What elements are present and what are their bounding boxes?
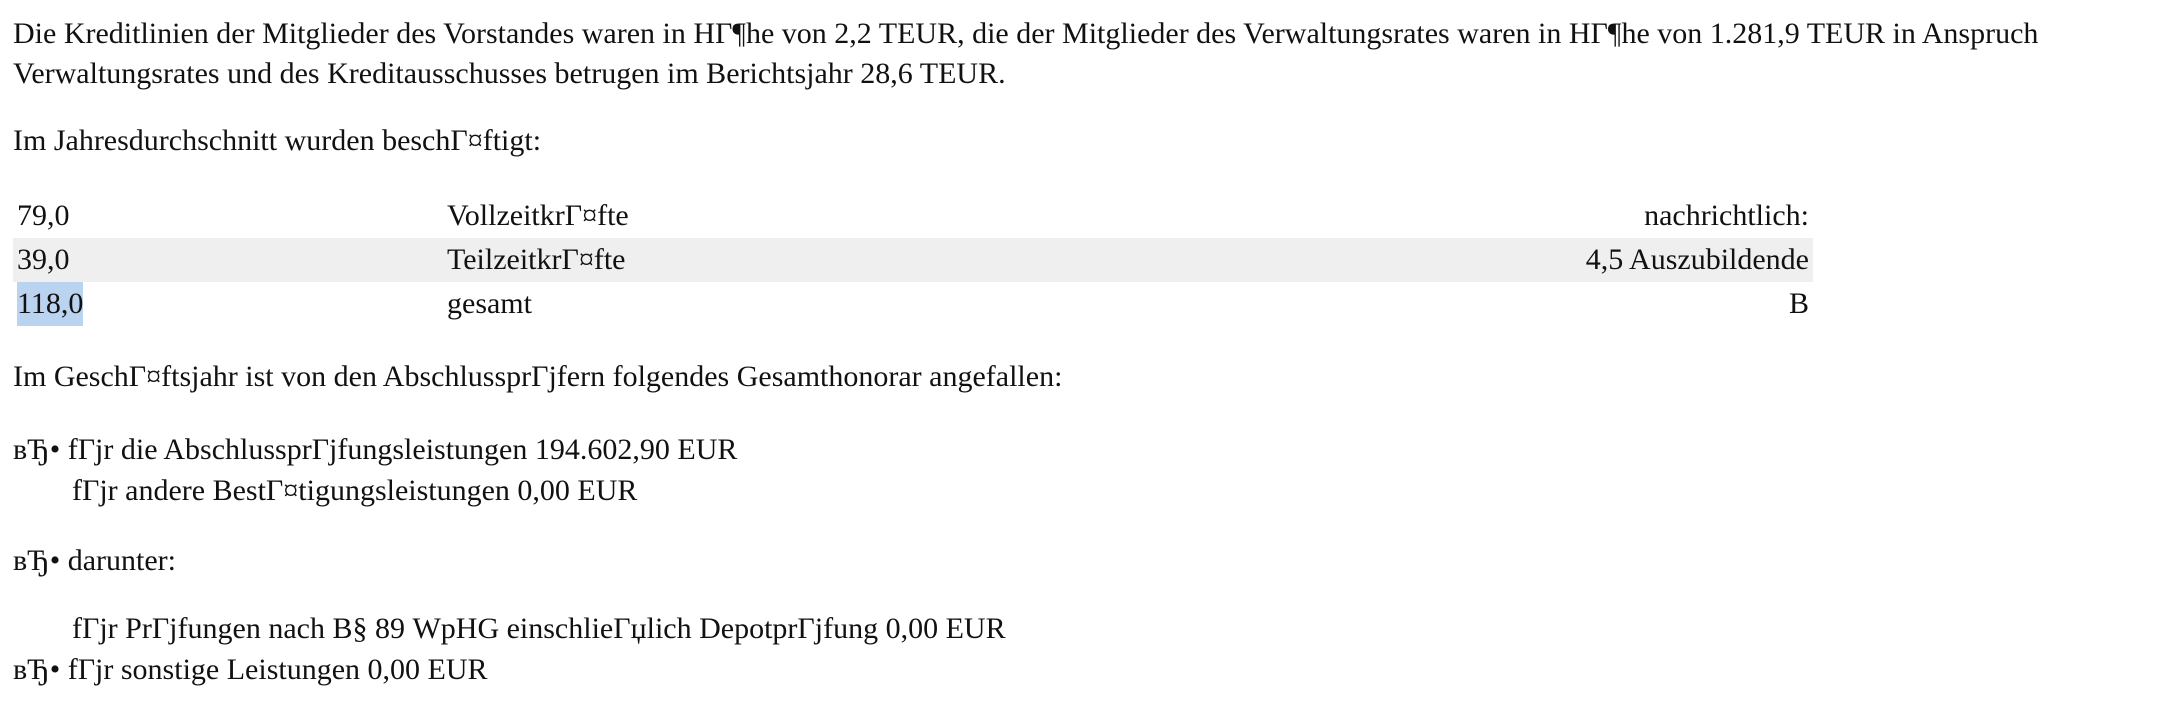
table-cell-note: nachrichtlich: (1644, 199, 1809, 232)
credit-lines-line-2: Verwaltungsrates und des Kreditausschusses betrugen im Berichtsjahr 28,6 TEUR. (13, 57, 1006, 90)
credit-lines-line-1: Die Kreditlinien der Mitglieder des Vorstandes waren in HГ¶he von 2,2 TEUR, die der Mitglieder des Verwaltungsrates waren in HГ¶he von 1.281,9 TEUR in Anspruch (13, 17, 2039, 50)
fees-heading: Im GeschГ¤ftsjahr ist von den AbschlussprГјfern folgendes Gesamthonorar angefallen: (13, 360, 1063, 393)
employees-heading: Im Jahresdurchschnitt wurden beschГ¤ftigt: (13, 124, 542, 157)
employees-table (13, 194, 1813, 326)
credit-lines-paragraph (13, 14, 2038, 94)
table-row (13, 282, 1813, 326)
fees-list-item: вЂ• fГјr sonstige Leistungen 0,00 EUR (13, 653, 488, 686)
table-cell-value: 79,0 (17, 199, 70, 232)
table-row (13, 194, 1813, 238)
table-cell-label: gesamt (447, 287, 532, 320)
fees-list-item: вЂ• fГјr die AbschlussprГјfungsleistungen 194.602,90 EUR (13, 433, 738, 466)
table-cell-label: TeilzeitkrГ¤fte (447, 243, 626, 276)
table-cell-value-selected[interactable]: 118,0 (17, 282, 83, 326)
table-cell-note: 4,5 Auszubildende (1585, 243, 1809, 276)
fees-list-subitem: fГјr andere BestГ¤tigungsleistungen 0,00 EUR (72, 474, 638, 507)
fees-list-subitem: fГјr PrГјfungen nach В§ 89 WpHG einschlieГџlich DepotprГјfung 0,00 EUR (72, 612, 1006, 645)
table-cell-value: 39,0 (17, 243, 70, 276)
table-cell-note: B (1788, 287, 1809, 320)
table-row (13, 238, 1813, 282)
fees-list-item: вЂ• darunter: (13, 544, 177, 577)
table-cell-label: VollzeitkrГ¤fte (447, 199, 629, 232)
